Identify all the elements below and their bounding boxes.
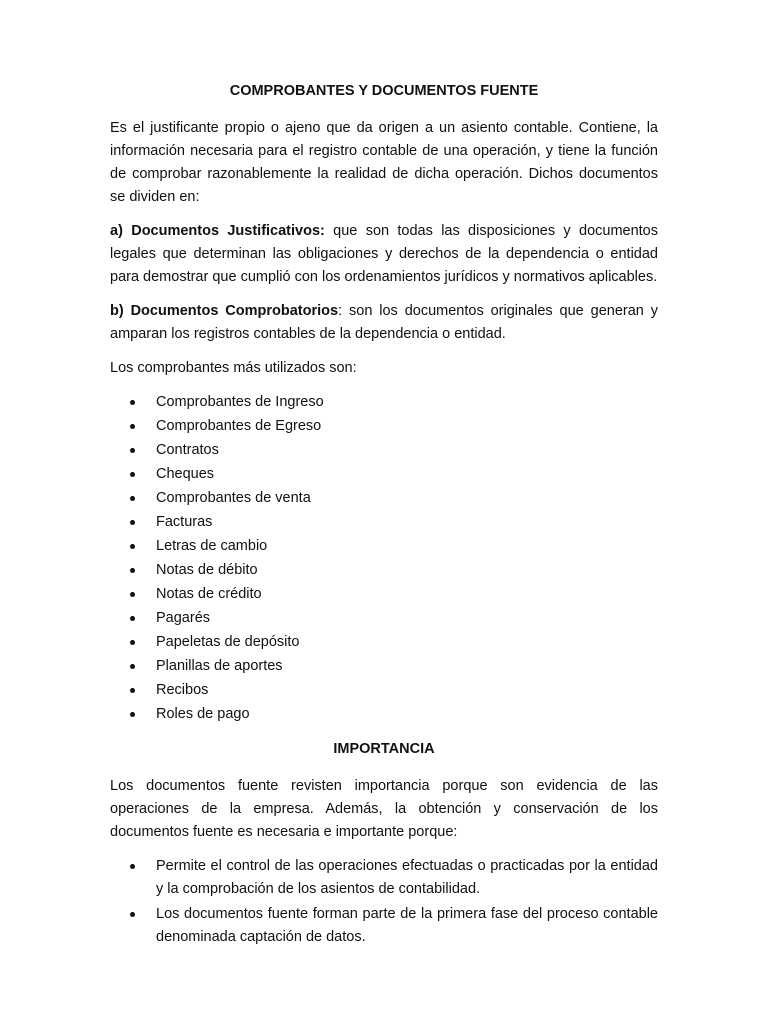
document-title: COMPROBANTES Y DOCUMENTOS FUENTE xyxy=(229,83,539,99)
list-item xyxy=(110,703,658,726)
bullet-icon xyxy=(130,472,135,477)
list-item-label: Notas de débito xyxy=(156,562,258,578)
list-item xyxy=(110,583,658,606)
list-intro: Los comprobantes más utilizados son: xyxy=(110,360,357,376)
list-item-label: Permite el control de las operaciones efectuadas o practicadas por la entidad y la comprobación de los asientos de contabilidad. xyxy=(156,858,658,897)
list-item-label: Planillas de aportes xyxy=(156,658,283,674)
list-item xyxy=(110,559,658,582)
list-item-label: Letras de cambio xyxy=(156,538,268,554)
bullet-icon xyxy=(130,864,135,869)
list-item-label: Cheques xyxy=(156,466,215,482)
list-item xyxy=(110,855,658,901)
list-item xyxy=(110,607,658,630)
bullet-icon xyxy=(130,616,135,621)
section-a-paragraph xyxy=(110,220,658,289)
importancia-list xyxy=(110,855,658,949)
section-b-label: b) Documentos Comprobatorios xyxy=(110,303,339,319)
list-item xyxy=(110,535,658,558)
bullet-icon xyxy=(130,592,135,597)
bullet-icon xyxy=(130,640,135,645)
list-item xyxy=(110,655,658,678)
bullet-icon xyxy=(130,520,135,525)
list-item xyxy=(110,679,658,702)
list-item-label: Notas de crédito xyxy=(156,586,262,602)
bullet-icon xyxy=(130,424,135,429)
list-item xyxy=(110,487,658,510)
list-item xyxy=(110,903,658,949)
bullet-icon xyxy=(130,544,135,549)
document-page xyxy=(110,80,658,957)
bullet-icon xyxy=(130,448,135,453)
list-item xyxy=(110,631,658,654)
list-item xyxy=(110,511,658,534)
intro-paragraph: Es el justificante propio o ajeno que da origen a un asiento contable. Contiene, la información necesaria para el registro contable de una operación, y tiene la función de comprobar razonablemente la realidad de dicha operación. Dichos documentos se dividen en: xyxy=(110,120,658,205)
bullet-icon xyxy=(130,664,135,669)
list-item-label: Comprobantes de venta xyxy=(156,490,311,506)
list-item-label: Contratos xyxy=(156,442,219,458)
comprobantes-list xyxy=(110,391,658,726)
list-item xyxy=(110,463,658,486)
bullet-icon xyxy=(130,712,135,717)
list-item xyxy=(110,415,658,438)
section-b-paragraph xyxy=(110,300,658,346)
list-item-label: Facturas xyxy=(156,514,213,530)
importancia-heading: IMPORTANCIA xyxy=(333,741,435,757)
importancia-paragraph: Los documentos fuente revisten importancia porque son evidencia de las operaciones de la empresa. Además, la obtención y conservación de los documentos fuente es necesaria e importante porque: xyxy=(110,778,658,840)
list-item-label: Los documentos fuente forman parte de la primera fase del proceso contable denominada captación de datos. xyxy=(156,906,658,945)
list-item xyxy=(110,439,658,462)
bullet-icon xyxy=(130,400,135,405)
list-item-label: Recibos xyxy=(156,682,209,698)
list-item xyxy=(110,391,658,414)
bullet-icon xyxy=(130,496,135,501)
bullet-icon xyxy=(130,912,135,917)
list-item-label: Papeletas de depósito xyxy=(156,634,300,650)
bullet-icon xyxy=(130,688,135,693)
list-item-label: Pagarés xyxy=(156,610,211,626)
section-b-text: : son los documentos originales que generan y amparan los registros contables de la dependencia o entidad. xyxy=(110,303,658,342)
list-item-label: Comprobantes de Egreso xyxy=(156,418,322,434)
section-a-label: a) Documentos Justificativos: xyxy=(110,223,325,239)
section-a-text: que son todas las disposiciones y documentos legales que determinan las obligaciones y derechos de la dependencia o entidad para demostrar que cumplió con los ordenamientos jurídicos y normativos aplicables. xyxy=(110,223,658,285)
list-item-label: Roles de pago xyxy=(156,706,250,722)
bullet-icon xyxy=(130,568,135,573)
list-item-label: Comprobantes de Ingreso xyxy=(156,394,324,410)
